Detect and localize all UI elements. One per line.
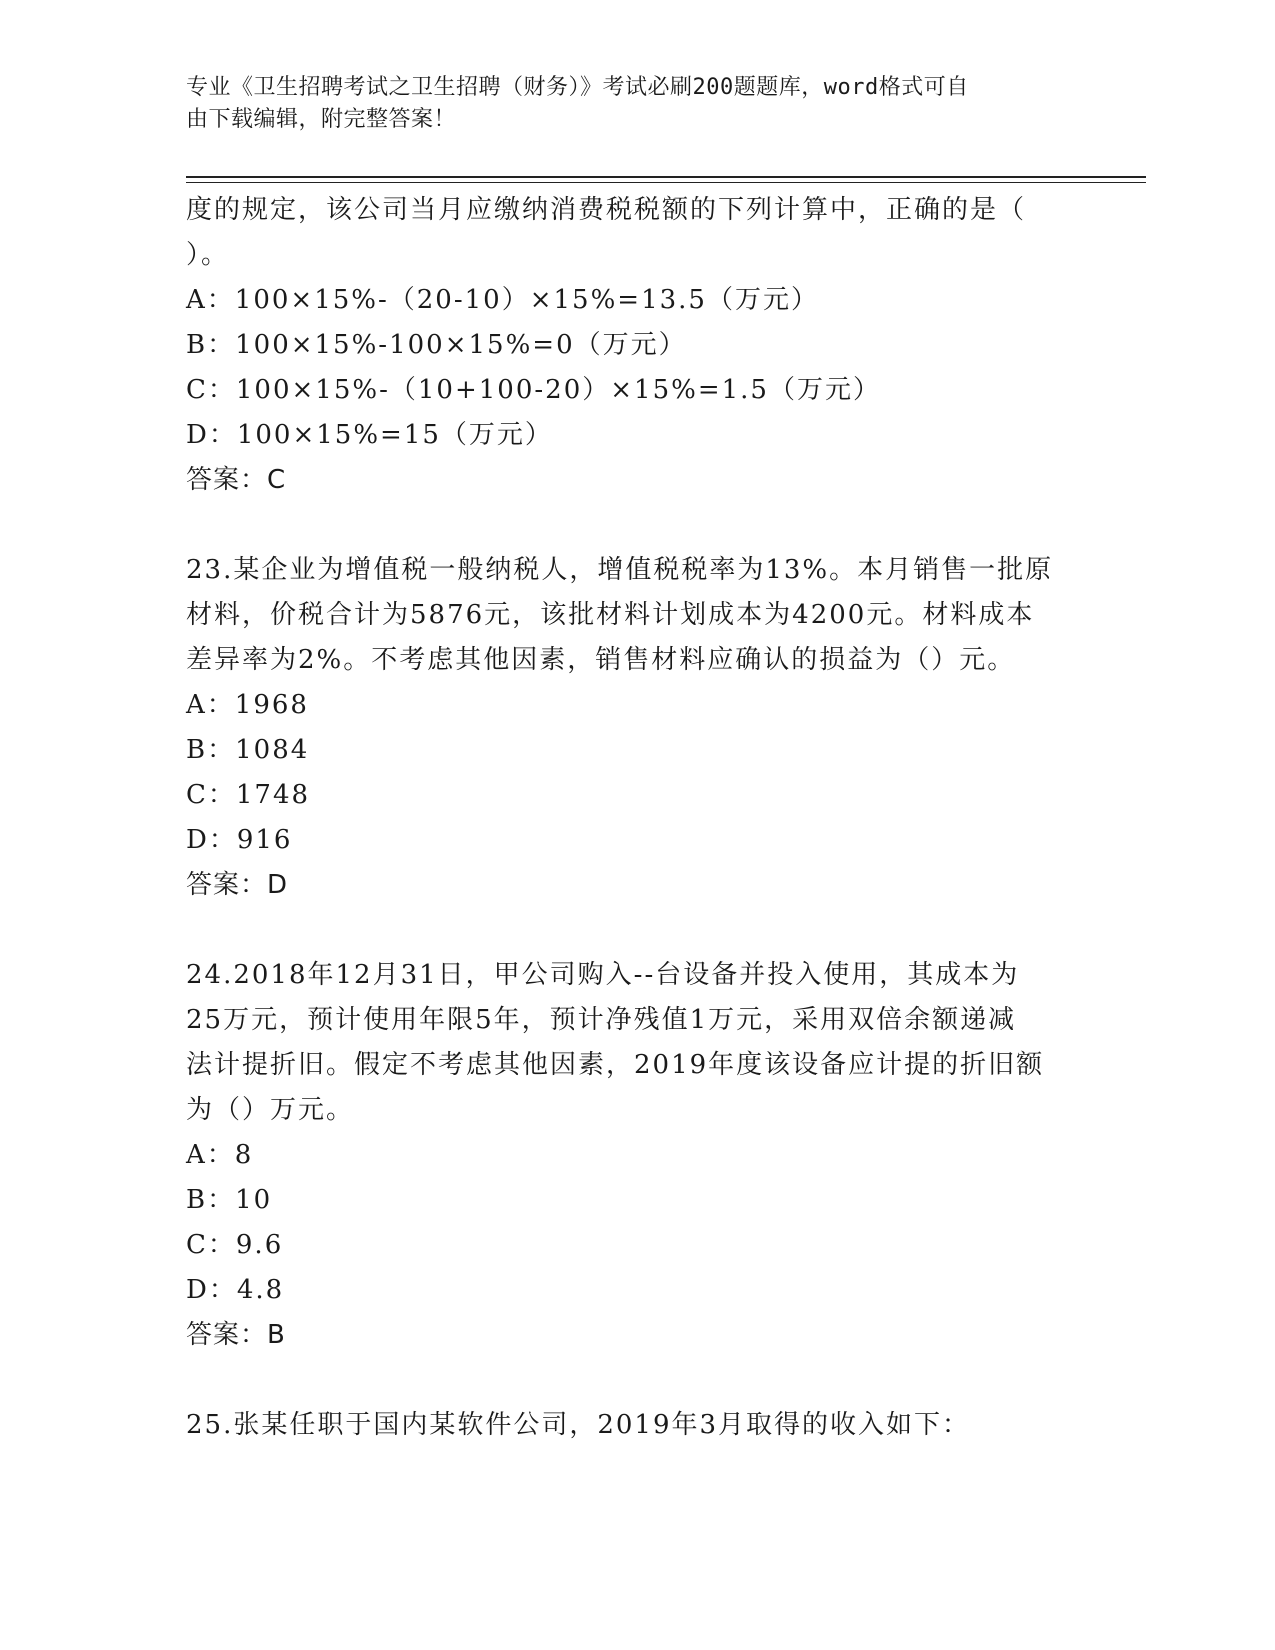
question-22: [186, 188, 1086, 503]
spacer: [186, 503, 1086, 548]
header-line-1: 专业《卫生招聘考试之卫生招聘（财务）》考试必刷200题题库，word格式可自: [186, 75, 969, 100]
question-text-line: 24.2018年12月31日，甲公司购入--台设备并投入使用，其成本为: [186, 960, 1020, 990]
question-24: [186, 953, 1086, 1358]
option-c: C：9.6: [186, 1230, 284, 1260]
option-b: B：10: [186, 1185, 273, 1215]
answer-label: 答案：D: [186, 870, 289, 900]
question-text-line: 度的规定，该公司当月应缴纳消费税税额的下列计算中，正确的是（: [186, 195, 1027, 225]
question-25: [186, 1403, 1086, 1448]
option-d: D：4.8: [186, 1275, 285, 1305]
question-text-line: 差异率为2%。不考虑其他因素，销售材料应确认的损益为（）元。: [186, 645, 1016, 675]
answer-label: 答案：C: [186, 465, 287, 495]
answer-label: 答案：B: [186, 1320, 286, 1350]
question-text-line: 材料，价税合计为5876元，该批材料计划成本为4200元。材料成本: [186, 600, 1035, 630]
header-divider-thin: [186, 182, 1146, 183]
option-a: A：100×15%-（20-10）×15%=13.5（万元）: [186, 285, 819, 315]
option-d: D：100×15%=15（万元）: [186, 420, 553, 450]
option-c: C：100×15%-（10+100-20）×15%=1.5（万元）: [186, 375, 881, 405]
question-text-line: 法计提折旧。假定不考虑其他因素，2019年度该设备应计提的折旧额: [186, 1050, 1045, 1080]
question-text-line: ）。: [186, 240, 230, 270]
option-a: A：1968: [186, 690, 309, 720]
header-divider-thick: [186, 176, 1146, 178]
question-content: [186, 188, 1086, 1448]
option-a: A：8: [186, 1140, 254, 1170]
question-text-line: 25万元，预计使用年限5年，预计净残值1万元，采用双倍余额递减: [186, 1005, 1017, 1035]
option-b: B：100×15%-100×15%=0（万元）: [186, 330, 687, 360]
option-d: D：916: [186, 825, 293, 855]
spacer: [186, 1358, 1086, 1403]
question-text-line: 23.某企业为增值税一般纳税人，增值税税率为13%。本月销售一批原: [186, 555, 1054, 585]
spacer: [186, 908, 1086, 953]
option-c: C：1748: [186, 780, 311, 810]
question-text-line: 25.张某任职于国内某软件公司，2019年3月取得的收入如下：: [186, 1410, 971, 1440]
question-23: [186, 548, 1086, 908]
question-text-line: 为（）万元。: [186, 1095, 355, 1125]
header-line-2: 由下载编辑，附完整答案！: [186, 107, 457, 132]
option-b: B：1084: [186, 735, 310, 765]
document-header: [186, 72, 1066, 136]
